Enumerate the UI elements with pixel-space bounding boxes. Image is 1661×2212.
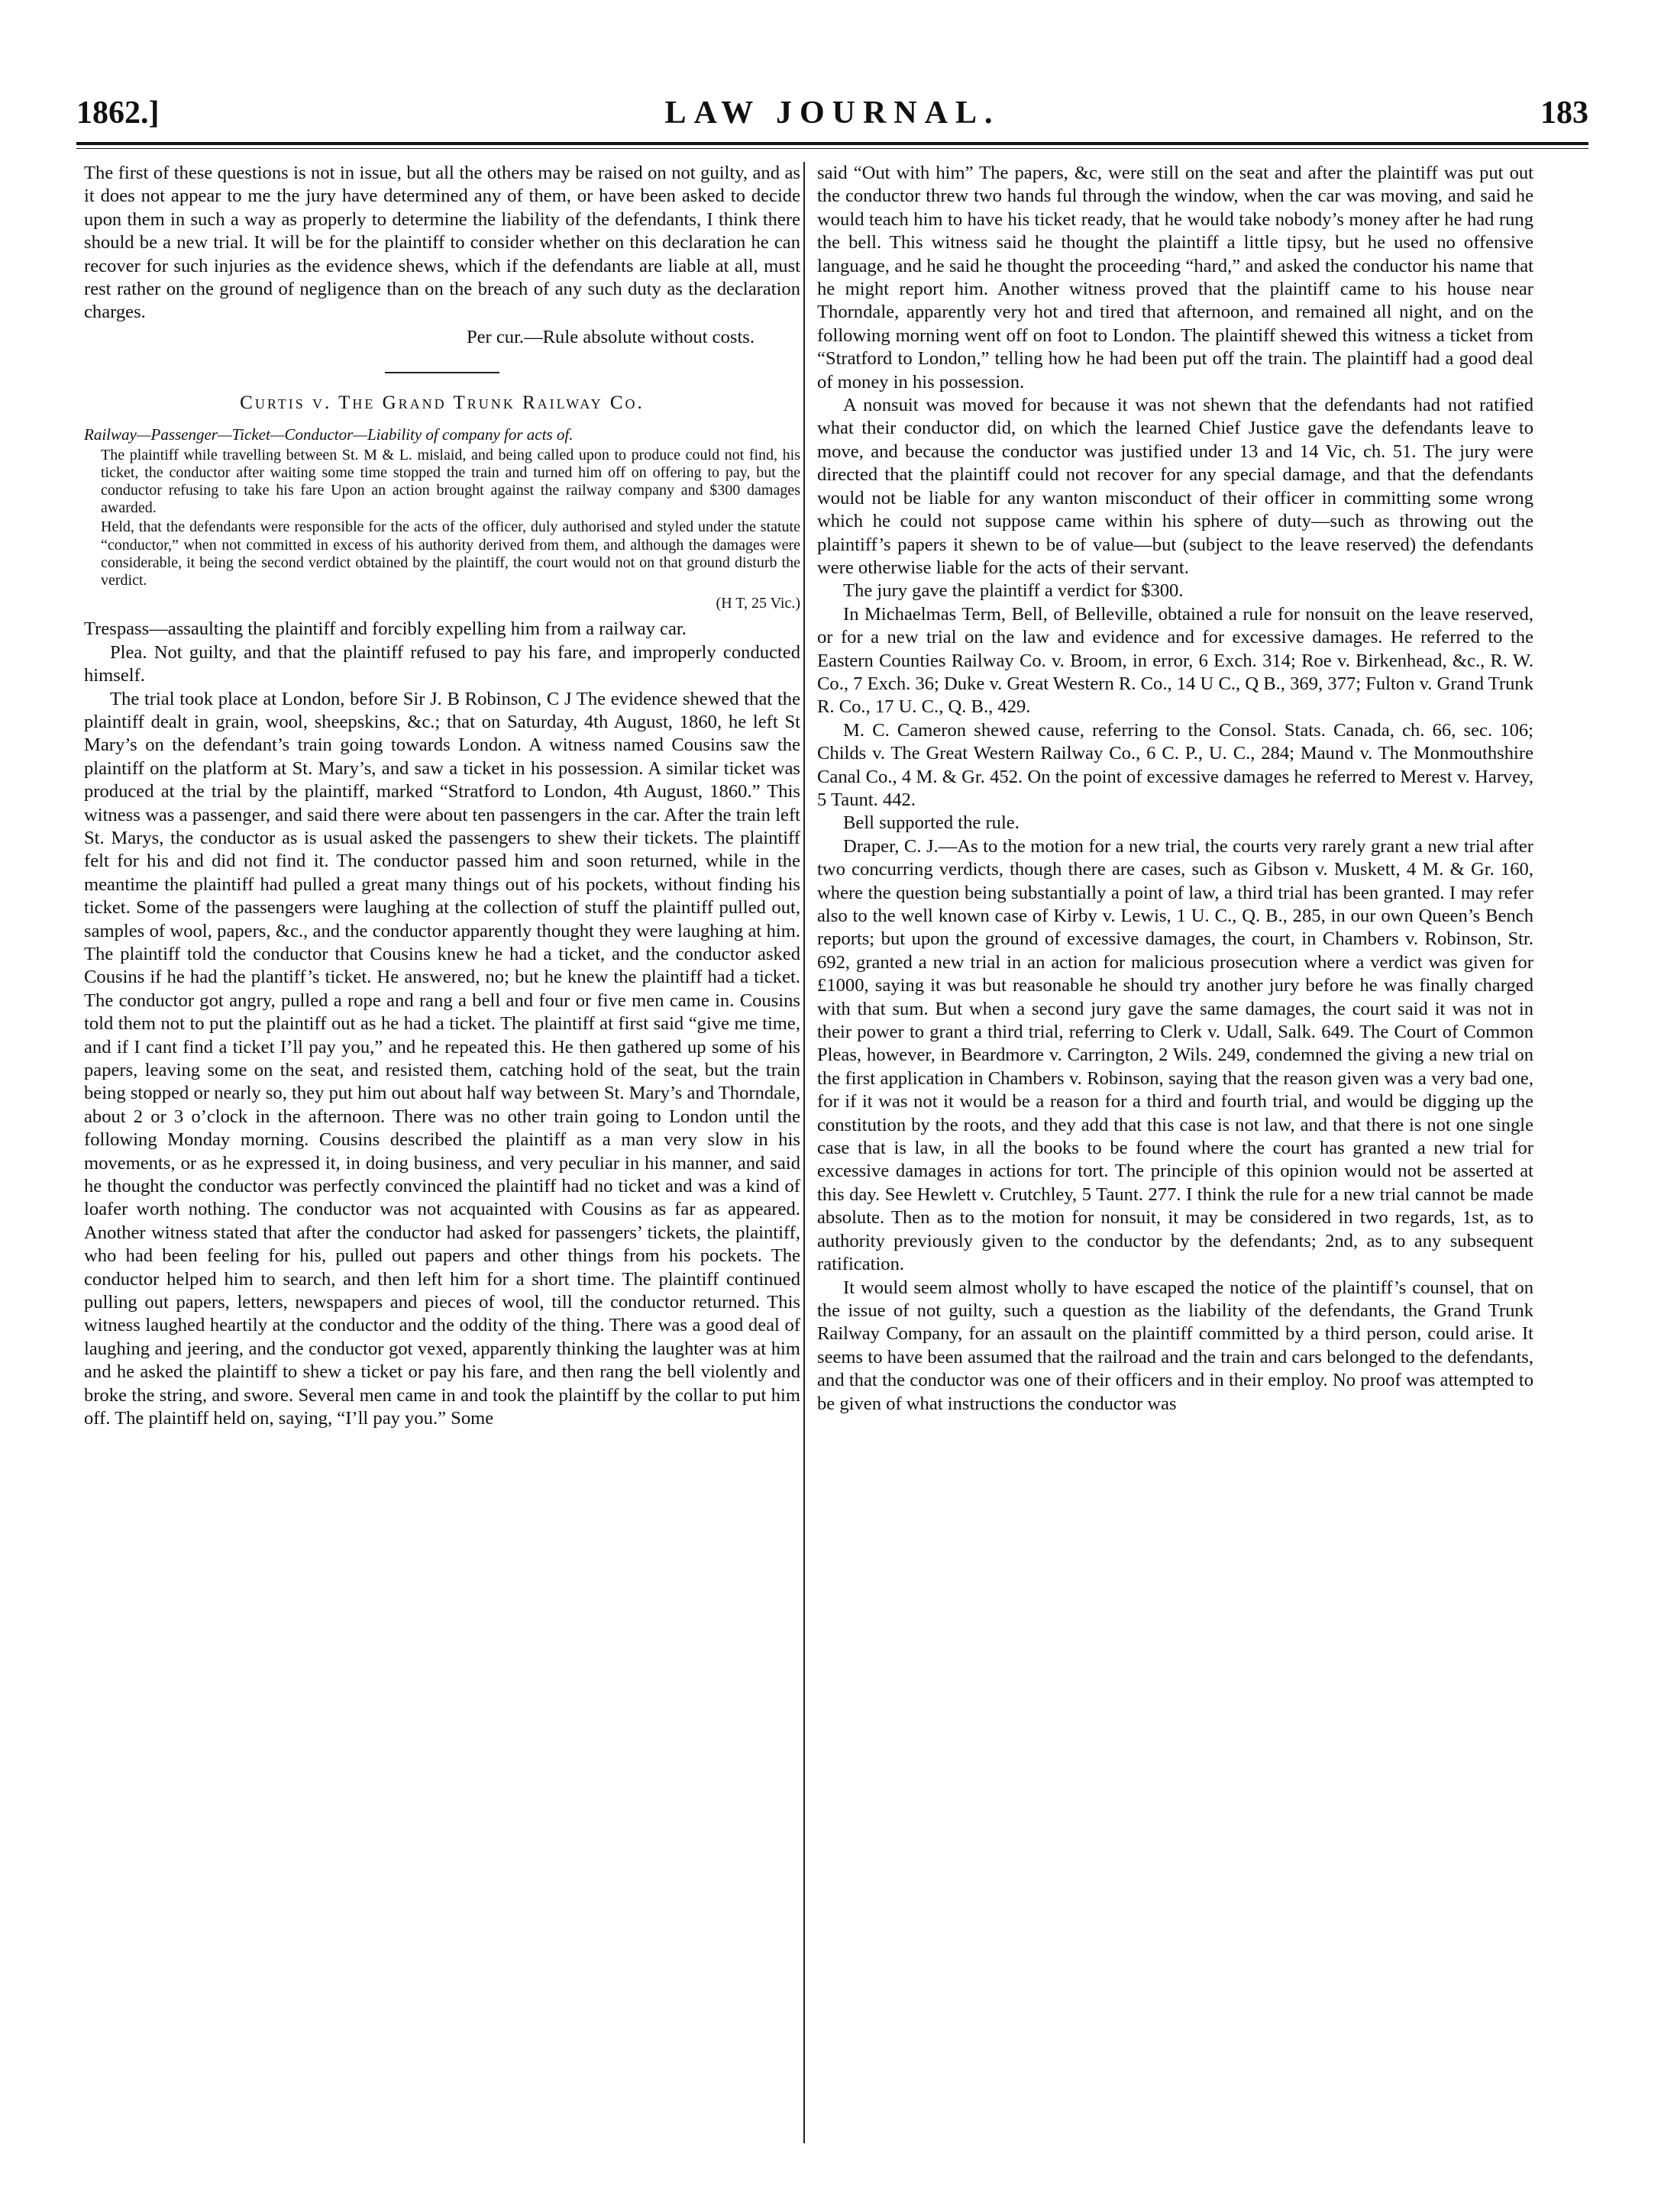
paragraph-witness-continued: said “Out with him” The papers, &c, were still on the seat and after the plaintiff was put out the conductor threw two hands ful through the window, when the car was moving, and said he would teach him to have his ticket ready, that he would take nobody’s money after he had rung the bell. This witness said he thought the plaintiff a little tipsy, but he used no offensive language, and he said he thought the proceeding “hard,” and asked the conductor his name that he might report him. Another witness proved that the plaintiff came to his house near Thorndale, apparently very hot and tired that afternoon, and remained all night, and on the following morning went off on foot to London. The plaintiff shewed this witness a ticket from “Stratford to London,” telling how he had been put off the train. The plaintiff had a good deal of money in his possession. bbox=[817, 163, 1533, 392]
header-rule-thick bbox=[76, 142, 1588, 145]
headnote-facts: The plaintiff while travelling between St. M & L. mislaid, and being called upon to produce could not find, his ticket, the conductor after waiting some time stopped the train and turned him off on offering to pay, but the conductor refusing to take his fare Upon an action brought against the railway company and $300 damages awarded. bbox=[101, 446, 800, 517]
header-title: LAW JOURNAL. bbox=[664, 95, 1000, 131]
column-divider bbox=[803, 162, 805, 2143]
paragraph-trial: The trial took place at London, before Sir J. B Robinson, C J The evidence shewed that the plaintiff dealt in grain, wool, sheepskins, &c.; that on Saturday, 4th August, 1860, he left St Mary’s on the defendant’s train going towards London. A witness named Cousins saw the plaintiff on the platform at St. Mary’s, and saw a ticket in his possession. A similar ticket was produced at the trial by the plaintiff, marked “Stratford to London, 4th August, 1860.” This witness was a passenger, and said there were about ten passengers in the car. After the train left St. Marys, the conductor as is usual asked the passengers to shew their tickets. The plaintiff felt for his and did not find it. The conductor passed him and soon returned, while in the meantime the plaintiff had pulled a great many things out of his pockets, without finding his ticket. Some of the passengers were laughing at the collection of stuff the plaintiff pulled out, samples of wool, papers, &c., and the conductor apparently thought they were laughing at him. The plaintiff told the conductor that Cousins knew he had a ticket, and the conductor asked Cousins if he had the plantiff’s ticket. He answered, no; but he knew the plaintiff had a ticket. The conductor got angry, pulled a rope and rang a bell and four or five men came in. Cousins told them not to put the plaintiff out as he had a ticket. The plaintiff at first said “give me time, and if I cant find a ticket I’ll pay you,” and he repeated this. He then gathered up some of his papers, leaving some on the seat, and resisted them, catching hold of the seat, but the train being stopped or nearly so, they put him out about half way between St. Mary’s and Thorndale, about 2 or 3 o’clock in the afternoon. There was no other train going to London until the following Monday morning. Cousins described the plaintiff as a man very slow in his movements, or as he expressed it, in doing business, and very peculiar in his manner, and said he thought the conductor was perfectly convinced the plaintiff had no ticket and was a kind of loafer worth nothing. The conductor was not acquainted with Cousins as far as appeared. Another witness stated that after the conductor had asked for passengers’ tickets, the plaintiff, who had been feeling for his, pulled out papers and other things from his pockets. The conductor helped him to search, and then left him for a short time. The plaintiff continued pulling out papers, letters, newspapers and pieces of wool, till the conductor returned. This witness laughed heartily at the conductor and the oddity of the thing. There was a good deal of laughing and jeering, and the conductor got vexed, apparently thinking the laughter was at him and he asked the plaintiff to shew a ticket or pay his fare, and then rang the bell violently and broke the string, and swore. Several men came in and took the plaintiff by the collar to put him off. The plaintiff held on, saying, “I’ll pay you.” Some bbox=[84, 688, 800, 1429]
case-title: Curtis v. The Grand Trunk Railway Co. bbox=[240, 392, 645, 414]
paragraph-bell: Bell supported the rule. bbox=[843, 812, 1020, 834]
page-header bbox=[76, 90, 1588, 136]
paragraph-escaped-notice: It would seem almost wholly to have escaped the notice of the plaintiff’s counsel, that on the issue of not guilty, such a question as the liability of the defendants, the Grand Trunk Railway Company, for an assault on the plaintiff committed by a third person, could arise. It seems to have been assumed that the railroad and the train and cars belonged to the defendants, and that the conductor was one of their officers and in their employ. No proof was attempted to be given of what instructions the conductor was bbox=[817, 1277, 1533, 1414]
right-column bbox=[817, 162, 1533, 1416]
paragraph-cameron: M. C. Cameron shewed cause, referring to the Consol. Stats. Canada, ch. 66, sec. 106; Childs v. The Great Western Railway Co., 6 C. P., U. C., 284; Maund v. The Monmouthshire Canal Co., 4 M. & Gr. 452. On the point of excessive damages he referred to Merest v. Harvey, 5 Taunt. 442. bbox=[817, 719, 1533, 810]
headnote-held: Held, that the defendants were responsible for the acts of the officer, duly authorised and styled under the statute “conductor,” when not committed in excess of his authority derived from them, and although the damages were considerable, it being the second verdict obtained by the plaintiff, the court would not on that ground disturb the verdict. bbox=[101, 518, 800, 589]
case-topic: Railway—Passenger—Ticket—Conductor—Liability of company for acts of. bbox=[84, 425, 574, 444]
paragraph-draper-judgment: Draper, C. J.—As to the motion for a new trial, the courts very rarely grant a new trial after two concurring verdicts, though there are cases, such as Gibson v. Muskett, 4 M. & Gr. 160, where the question being substantially a point of law, a third trial has been granted. I may refer also to the well known case of Kirby v. Lewis, 1 U. C., Q. B., 285, in our own Queen’s Bench reports; but upon the ground of excessive damages, the court, in Chambers v. Robinson, Str. 692, granted a new trial in an action for malicious prosecution where a verdict was given for £1000, saying it was but reasonable he should try another jury before he was finally charged with that sum. But when a second jury gave the same damages, the court said it was not in their power to grant a third trial, referring to Clerk v. Udall, Salk. 649. The Court of Common Pleas, however, in Beardmore v. Carrington, 2 Wils. 249, condemned the giving a new trial on the first application in Chambers v. Robinson, saying that the reason given was a very bad one, for if it was not it would be a reason for a third and fourth trial, and would be digging up the constitution by the roots, and they add that this case is not law, and that there is not one single case that is law, in all the books to be found where the court has granted a new trial for excessive damages in actions for tort. The principle of this opinion would not be asserted at this day. See Hewlett v. Crutchley, 5 Taunt. 277. I think the rule for a new trial cannot be made absolute. Then as to the motion for nonsuit, it may be considered in two regards, 1st, as to authority previously given to the conductor by the defendants; 2nd, as to any subsequent ratification. bbox=[817, 835, 1533, 1275]
header-rule-thin bbox=[76, 148, 1588, 149]
per-cur-ruling: Per cur.—Rule absolute without costs. bbox=[466, 326, 755, 347]
left-column bbox=[84, 162, 800, 1431]
paragraph-trespass: Trespass—assaulting the plaintiff and forcibly expelling him from a railway car. bbox=[84, 618, 687, 640]
section-divider bbox=[385, 372, 499, 373]
paragraph-verdict: The jury gave the plaintiff a verdict for $300. bbox=[843, 580, 1184, 602]
paragraph-plea: Plea. Not guilty, and that the plaintiff refused to pay his fare, and improperly conducted himself. bbox=[84, 641, 800, 686]
case-term: (H T, 25 Vic.) bbox=[716, 595, 800, 612]
header-year: 1862.] bbox=[76, 95, 160, 131]
paragraph-michaelmas: In Michaelmas Term, Bell, of Belleville, obtained a rule for nonsuit on the leave reserved, or for a new trial on the law and evidence and for excessive damages. He referred to the Eastern Counties Railway Co. v. Broom, in error, 6 Exch. 314; Roe v. Birkenhead, &c., R. W. Co., 7 Exch. 36; Duke v. Great Western R. Co., 14 U C., Q B., 369, 377; Fulton v. Grand Trunk R. Co., 17 U. C., Q. B., 429. bbox=[817, 603, 1533, 718]
intro-paragraph: The first of these questions is not in issue, but all the others may be raised on not guilty, and as it does not appear to me the jury have determined any of them, or have been asked to decide upon them in such a way as properly to determine the liability of the defendants, I think there should be a new trial. It will be for the plaintiff to consider whether on this declaration he can recover for such injuries as the evidence shews, which if the defendants are liable at all, must rest rather on the ground of negligence than on the breach of any such duty as the declaration charges. bbox=[84, 163, 800, 323]
paragraph-nonsuit: A nonsuit was moved for because it was not shewn that the defendants had not ratified what their conductor did, on which the learned Chief Justice gave the defendants leave to move, and because the conductor was justified under 13 and 14 Vic, ch. 51. The jury were directed that the plaintiff could not recover for any special damage, and that the defendants would not be liable for any wanton misconduct of their officer in committing some wrong which he could not suppose came within his sphere of duty—such as throwing out the plaintiff’s papers it shewn to be of value—but (subject to the leave reserved) the defendants were otherwise liable for the acts of their servant. bbox=[817, 395, 1533, 578]
header-page-number: 183 bbox=[1540, 95, 1588, 131]
